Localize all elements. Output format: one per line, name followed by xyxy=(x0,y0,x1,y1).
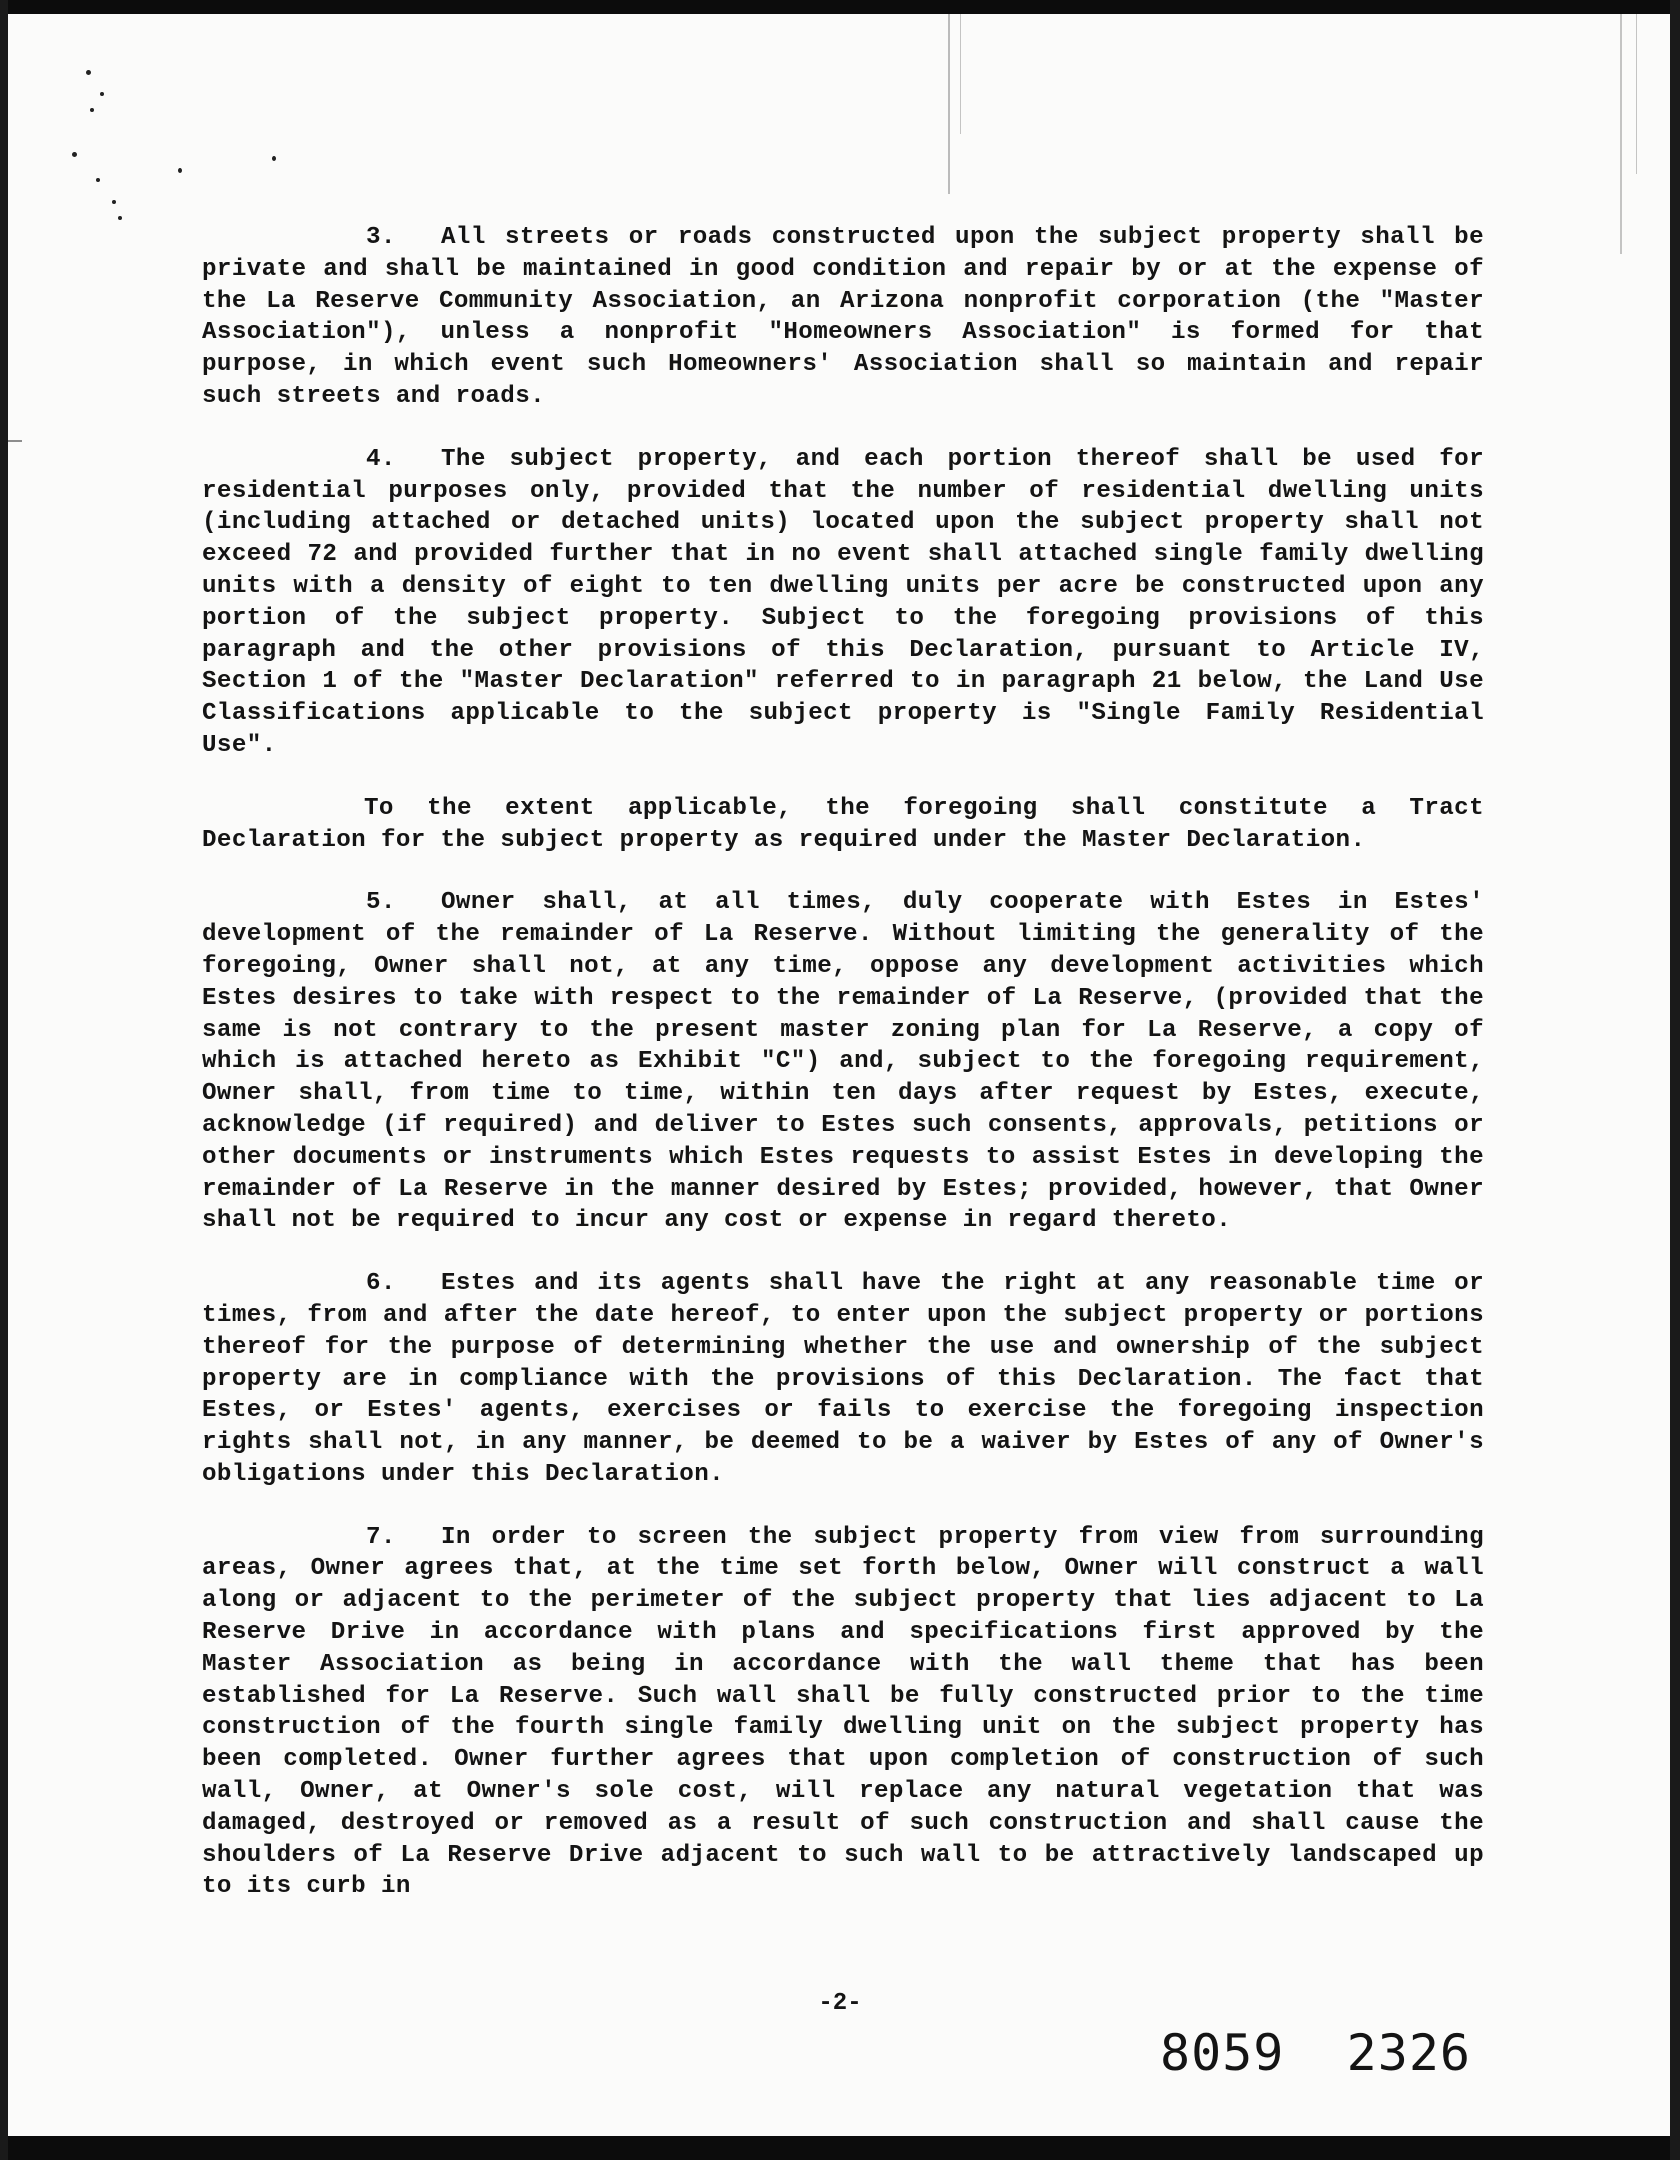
scan-edge-top xyxy=(0,0,1680,14)
scan-speck xyxy=(272,156,276,161)
paragraph-text: To the extent applicable, the foregoing shall constitute a Tract Declaration for the subject property as required under the Master Declaration. xyxy=(202,794,1484,854)
paragraph-number: 5. xyxy=(366,889,396,917)
scan-streak xyxy=(1636,14,1637,174)
paragraph-4 xyxy=(202,444,1484,762)
paragraph-5 xyxy=(202,887,1484,1237)
paragraph-7 xyxy=(202,1522,1484,1904)
scan-edge-left xyxy=(0,0,8,2160)
scan-speck xyxy=(178,168,182,173)
scan-speck xyxy=(118,216,122,220)
paragraph-text: Owner shall, at all times, duly cooperate with Estes in Estes' development of the remainder of La Reserve. Without limiting the generality of the foregoing, Owner shall not, at any time, oppose any development activities which Estes desires to take with respect to the remainder of La Reserve, (provided that the same is not contrary to the present master zoning plan for La Reserve, a copy of which is attached hereto as Exhibit "C") and, subject to the foregoing requirement, Owner shall, from time to time, within ten days after request by Estes, execute, acknowledge (if required) and deliver to Estes such consents, approvals, petitions or other documents or instruments which Estes requests to assist Estes in developing the remainder of La Reserve in the manner desired by Estes; provided, however, that Owner shall not be required to incur any cost or expense in regard thereto. xyxy=(202,889,1484,1235)
page-number: -2- xyxy=(818,1990,862,2017)
paragraph-number: 3. xyxy=(366,224,396,251)
paragraph-text: The subject property, and each portion thereof shall be used for residential purposes only, provided that the number of residential dwelling units (including attached or detached units) located upon the subject property shall not exceed 72 and provided further that in no event shall attached single family dwelling units with a density of eight to ten dwelling units per acre be constructed upon any portion of the subject property. Subject to the foregoing provisions of this paragraph and the other provisions of this Declaration, pursuant to Article IV, Section 1 of the "Master Declaration" referred to in paragraph 21 below, the Land Use Classifications applicable to the subject property is "Single Family Residential Use". xyxy=(202,445,1484,759)
paragraph-number: 4. xyxy=(366,445,396,473)
paragraph-text: Estes and its agents shall have the right at any reasonable time or times, from and after the date hereof, to enter upon the subject property or portions thereof for the purpose of determining whether the use and ownership of the subject property are in compliance with the provisions of this Declaration. The fact that Estes, or Estes' agents, exercises or fails to exercise the foregoing inspection rights shall not, in any manner, be deemed to be a waiver by Estes of any of Owner's obligations under this Declaration. xyxy=(202,1270,1484,1488)
scan-streak xyxy=(8,440,22,442)
scan-speck xyxy=(100,92,104,96)
scan-speck xyxy=(96,178,100,182)
scan-streak xyxy=(948,14,950,194)
scan-streak xyxy=(1620,14,1622,254)
paragraph-number: 7. xyxy=(366,1523,396,1551)
paragraph-tract-declaration xyxy=(202,793,1484,857)
scan-edge-right xyxy=(1670,0,1680,2160)
paragraph-text: In order to screen the subject property from view from surrounding areas, Owner agrees that, at the time set forth below, Owner will construct a wall along or adjacent to the perimeter of the subject property that lies adjacent to La Reserve Drive in accordance with plans and specifications first approved by the Master Association as being in accordance with the wall theme that has been established for La Reserve. Such wall shall be fully constructed prior to the time construction of the fourth single family dwelling unit on the subject property has been completed. Owner further agrees that upon completion of construction of such wall, Owner, at Owner's sole cost, will replace any natural vegetation that was damaged, destroyed or removed as a result of such construction and shall cause the shoulders of La Reserve Drive adjacent to such wall to be attractively landscaped up to its curb in xyxy=(202,1523,1484,1901)
paragraph-6 xyxy=(202,1268,1484,1491)
document-body xyxy=(202,222,1484,1934)
scan-speck xyxy=(112,200,116,204)
bates-number: 8059 2326 xyxy=(1160,2024,1472,2082)
paragraph-number: 6. xyxy=(366,1270,396,1298)
paragraph-text: All streets or roads constructed upon the subject property shall be private and shall be maintained in good condition and repair by or at the expense of the La Reserve Community Association, an Arizona nonprofit corporation (the "Master Association"), unless a nonprofit "Homeowners Association" is formed for that purpose, in which event such Homeowners' Association shall so maintain and repair such streets and roads. xyxy=(202,224,1484,410)
paragraph-3 xyxy=(202,222,1484,413)
scan-streak xyxy=(960,14,961,134)
scan-speck xyxy=(86,70,91,75)
scan-edge-bottom xyxy=(0,2136,1680,2160)
scan-speck xyxy=(90,108,94,112)
scan-speck xyxy=(72,152,77,157)
